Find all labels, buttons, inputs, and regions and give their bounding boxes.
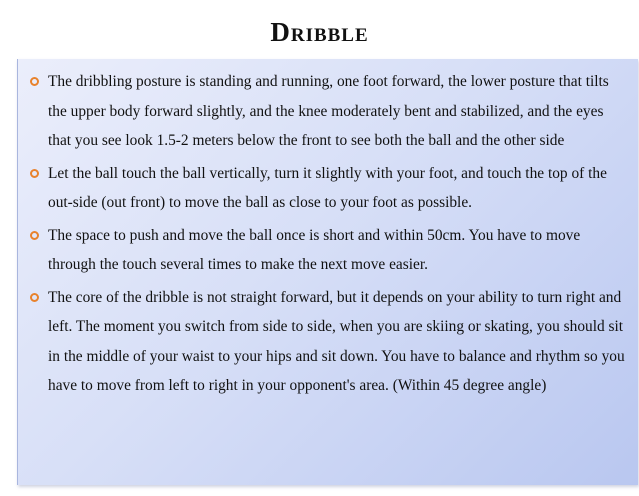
ring-bullet-icon <box>30 231 39 240</box>
bullet-item <box>30 221 630 280</box>
ring-bullet-icon <box>30 169 39 178</box>
ring-bullet-icon <box>30 293 39 302</box>
ring-bullet-icon <box>30 77 39 86</box>
bullet-text: Let the ball touch the ball vertically, turn it slightly with your foot, and touch the top of the out-side (out front) to move the ball as close to your foot as possible. <box>48 164 607 211</box>
bullet-list <box>18 59 638 401</box>
bullet-item <box>30 159 630 218</box>
bullet-text: The space to push and move the ball once is short and within 50cm. You have to move through the touch several times to make the next move easier. <box>48 226 581 273</box>
bullet-text: The core of the dribble is not straight forward, but it depends on your ability to turn right and left. The moment you switch from side to side, when you are skiing or skating, you should sit in the middle of your waist to your hips and sit down. You have to balance and rhythm so you have to move from left to right in your opponent's area. (Within 45 degree angle) <box>48 288 625 394</box>
bullet-item <box>30 283 630 401</box>
content-box <box>17 59 638 485</box>
slide-title: Dribble <box>270 17 369 47</box>
bullet-item <box>30 67 630 156</box>
bullet-text: The dribbling posture is standing and running, one foot forward, the lower posture that tilts the upper body forward slightly, and the knee moderately bent and stabilized, and the eyes that you see look 1.5-2 meters below the front to see both the ball and the other side <box>48 73 609 149</box>
